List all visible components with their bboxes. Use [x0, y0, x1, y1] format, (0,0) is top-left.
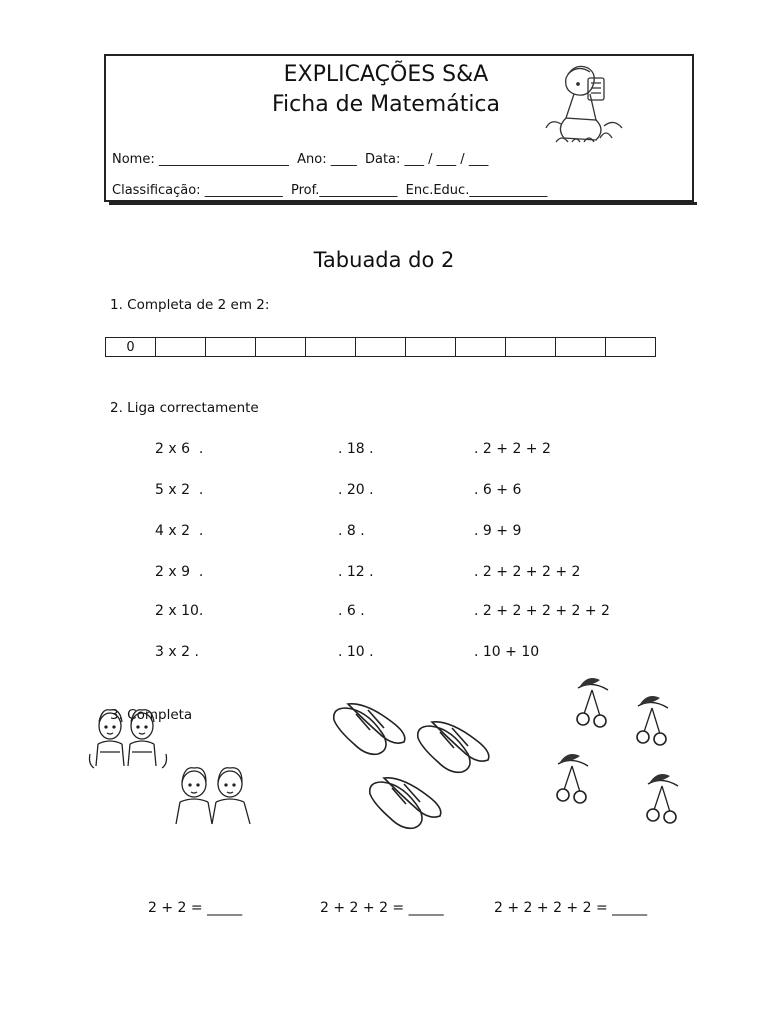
- sequence-cell[interactable]: [156, 338, 206, 357]
- girls-pair-illustration: [170, 762, 258, 828]
- flip-flops-illustration: [328, 696, 508, 846]
- sequence-cell[interactable]: [406, 338, 456, 357]
- match-middle-item: . 6 .: [338, 603, 365, 619]
- match-left-item: 3 x 2 .: [155, 644, 199, 660]
- cherries-illustration: [548, 676, 718, 832]
- sequence-cell[interactable]: [556, 338, 606, 357]
- sequence-cell[interactable]: [456, 338, 506, 357]
- match-left-item: 2 x 10.: [155, 603, 204, 619]
- match-left-item: 4 x 2 .: [155, 523, 204, 539]
- match-middle-item: . 12 .: [338, 564, 374, 580]
- question-1-label: 1. Completa de 2 em 2:: [110, 297, 270, 313]
- match-middle-item: . 10 .: [338, 644, 374, 660]
- number-sequence-table: [105, 337, 656, 357]
- match-middle-item: . 20 .: [338, 482, 374, 498]
- question-3-label: 3. Completa: [110, 707, 193, 723]
- sequence-cell[interactable]: [506, 338, 556, 357]
- sequence-cell[interactable]: [606, 338, 656, 357]
- match-right-item: . 10 + 10: [474, 644, 540, 660]
- sequence-cell[interactable]: 0: [106, 338, 156, 357]
- match-middle-item: . 8 .: [338, 523, 365, 539]
- girls-pair-illustration: [88, 700, 168, 772]
- sequence-cell[interactable]: [356, 338, 406, 357]
- question-2-label: 2. Liga correctamente: [110, 400, 259, 416]
- match-right-item: . 2 + 2 + 2 + 2 + 2: [474, 603, 610, 619]
- match-right-item: . 6 + 6: [474, 482, 522, 498]
- page-title: Tabuada do 2: [313, 248, 455, 272]
- match-left-item: 5 x 2 .: [155, 482, 204, 498]
- sequence-cell[interactable]: [256, 338, 306, 357]
- school-title: EXPLICAÇÕES S&A: [283, 62, 489, 87]
- sum-exercise[interactable]: 2 + 2 + 2 = _____: [320, 900, 444, 916]
- sequence-cell[interactable]: [206, 338, 256, 357]
- match-left-item: 2 x 6 .: [155, 441, 204, 457]
- worksheet-subtitle: Ficha de Matemática: [271, 92, 501, 117]
- grading-info-line: Classificação: ____________ Prof.____________ Enc.Educ.____________: [112, 183, 548, 198]
- sum-exercise[interactable]: 2 + 2 + 2 + 2 = _____: [494, 900, 648, 916]
- girl-calculator-illustration: [526, 58, 636, 158]
- sum-exercise[interactable]: 2 + 2 = _____: [148, 900, 243, 916]
- sequence-cell[interactable]: [306, 338, 356, 357]
- header-box: [104, 54, 694, 202]
- match-left-item: 2 x 9 .: [155, 564, 204, 580]
- match-right-item: . 2 + 2 + 2 + 2: [474, 564, 581, 580]
- match-right-item: . 2 + 2 + 2: [474, 441, 551, 457]
- student-info-line: Nome: ____________________ Ano: ____ Data: ___ / ___ / ___: [112, 152, 489, 167]
- match-middle-item: . 18 .: [338, 441, 374, 457]
- match-right-item: . 9 + 9: [474, 523, 522, 539]
